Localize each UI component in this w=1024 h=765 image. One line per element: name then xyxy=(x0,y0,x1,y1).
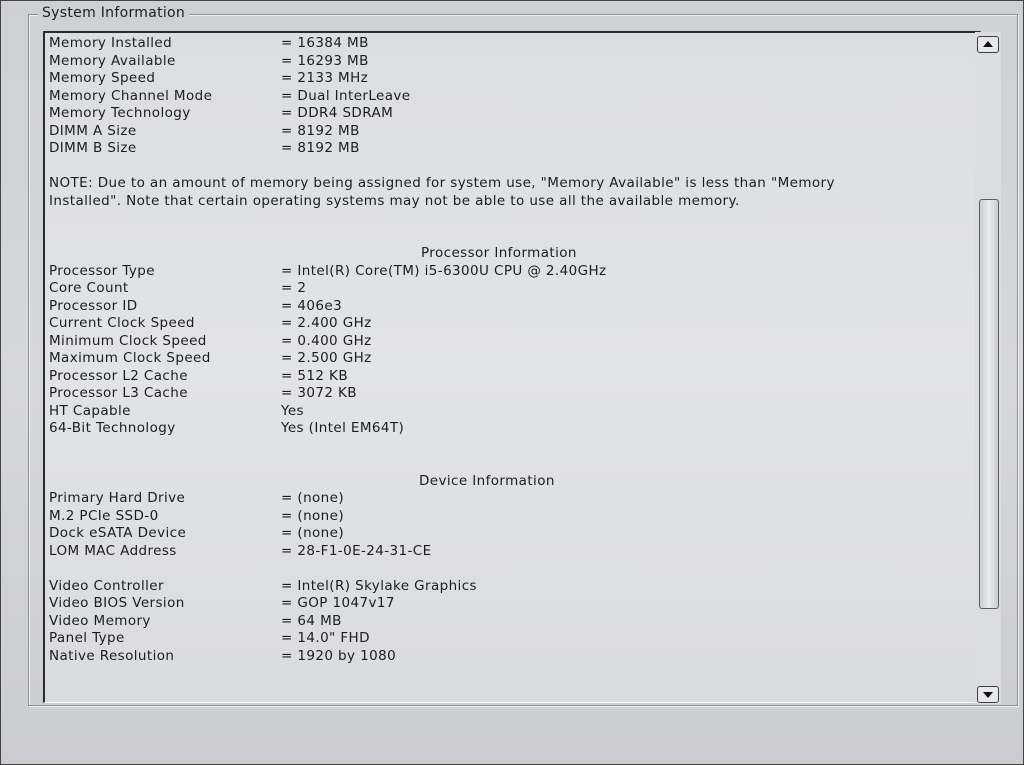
spacer xyxy=(49,438,969,456)
scroll-up-button[interactable] xyxy=(977,36,999,53)
info-row-processor-l2-cache xyxy=(49,368,969,386)
info-row-memory-technology xyxy=(49,105,969,123)
row-label: Processor Type xyxy=(49,262,155,279)
arrow-up-icon xyxy=(983,41,993,47)
system-info-panel[interactable] xyxy=(43,31,981,703)
row-value: Yes xyxy=(281,402,304,419)
processor-information-heading: Processor Information xyxy=(421,245,577,261)
row-value: = 8192 MB xyxy=(281,122,360,139)
row-label: DIMM B Size xyxy=(49,140,137,156)
row-value: = 8192 MB xyxy=(281,140,360,156)
row-label: Minimum Clock Speed xyxy=(49,332,207,349)
row-label: Processor L3 Cache xyxy=(49,385,188,401)
info-row-core-count xyxy=(49,280,969,298)
arrow-down-icon xyxy=(983,692,993,698)
row-label: Processor ID xyxy=(49,297,138,314)
row-label: Native Resolution xyxy=(49,647,175,664)
row-label: Memory Channel Mode xyxy=(49,87,213,104)
spacer xyxy=(49,560,969,578)
info-row-m2-pcie-ssd xyxy=(49,508,969,526)
row-label: HT Capable xyxy=(49,402,131,419)
device-information-heading: Device Information xyxy=(419,472,555,489)
row-label: M.2 PCIe SSD-0 xyxy=(49,507,159,524)
row-label: 64-Bit Technology xyxy=(49,420,176,436)
info-row-video-memory xyxy=(49,613,969,631)
row-value: = 512 KB xyxy=(281,367,348,384)
row-value: = (none) xyxy=(281,490,345,506)
row-value: = 14.0" FHD xyxy=(281,630,370,646)
row-label: Memory Available xyxy=(49,52,176,69)
row-label: Current Clock Speed xyxy=(49,315,195,331)
info-row-dimm-b-size xyxy=(49,140,969,158)
memory-note: NOTE: Due to an amount of memory being assigned for system use, "Memory Available" is less than "Memory Installed". Note that certain operating systems may not be able to use all the available memory. xyxy=(49,175,835,209)
row-label: Memory Technology xyxy=(49,105,191,121)
row-label: Video Controller xyxy=(49,577,164,594)
row-label: DIMM A Size xyxy=(49,122,137,139)
info-lines xyxy=(49,35,969,665)
spacer xyxy=(49,228,969,246)
row-value: = Dual InterLeave xyxy=(281,87,411,104)
row-label: Maximum Clock Speed xyxy=(49,350,211,366)
info-row-panel-type xyxy=(49,630,969,648)
info-row-memory-channel-mode xyxy=(49,88,969,106)
info-row-lom-mac-address xyxy=(49,543,969,561)
info-row-processor-type xyxy=(49,263,969,281)
info-row-memory-available xyxy=(49,53,969,71)
info-row-native-resolution xyxy=(49,648,969,666)
info-row-dock-esata-device xyxy=(49,525,969,543)
row-label: Video BIOS Version xyxy=(49,595,185,611)
row-label: Memory Speed xyxy=(49,70,156,86)
row-value: = 2133 MHz xyxy=(281,70,369,86)
row-value: = GOP 1047v17 xyxy=(281,595,395,611)
groupbox-title: System Information xyxy=(38,5,189,21)
spacer xyxy=(49,210,969,228)
row-value: = 1920 by 1080 xyxy=(281,647,397,664)
row-value: = 3072 KB xyxy=(281,385,357,401)
info-row-processor-id xyxy=(49,298,969,316)
info-row-dimm-a-size xyxy=(49,123,969,141)
row-value: = 16293 MB xyxy=(281,52,369,69)
info-row-memory-installed xyxy=(49,35,969,53)
row-label: Panel Type xyxy=(49,630,125,646)
row-value: = 2.400 GHz xyxy=(281,315,372,331)
row-label: Dock eSATA Device xyxy=(49,525,187,541)
row-value: Yes (Intel EM64T) xyxy=(281,420,405,436)
scrollbar-thumb[interactable] xyxy=(979,199,999,609)
row-value: = DDR4 SDRAM xyxy=(281,105,394,121)
spacer xyxy=(49,455,969,473)
row-label: Memory Installed xyxy=(49,35,173,51)
vertical-scrollbar[interactable] xyxy=(975,32,1001,704)
row-value: = Intel(R) Skylake Graphics xyxy=(281,577,477,594)
info-row-minimum-clock-speed xyxy=(49,333,969,351)
row-value: = (none) xyxy=(281,525,345,541)
info-row-processor-l3-cache xyxy=(49,385,969,403)
info-row-memory-speed xyxy=(49,70,969,88)
info-row-video-controller xyxy=(49,578,969,596)
info-row-video-bios-version xyxy=(49,595,969,613)
scroll-down-button[interactable] xyxy=(977,686,999,703)
info-row-primary-hard-drive xyxy=(49,490,969,508)
info-row-ht-capable xyxy=(49,403,969,421)
info-row-current-clock-speed xyxy=(49,315,969,333)
row-value: = 64 MB xyxy=(281,612,342,629)
row-label: LOM MAC Address xyxy=(49,542,177,559)
info-row-64-bit-technology xyxy=(49,420,969,438)
spacer xyxy=(49,158,969,176)
row-value: = 28-F1-0E-24-31-CE xyxy=(281,542,432,559)
info-row-maximum-clock-speed xyxy=(49,350,969,368)
row-value: = Intel(R) Core(TM) i5-6300U CPU @ 2.40GHz xyxy=(281,262,607,279)
row-value: = (none) xyxy=(281,507,345,524)
row-value: = 406e3 xyxy=(281,297,343,314)
row-label: Primary Hard Drive xyxy=(49,490,186,506)
row-value: = 2.500 GHz xyxy=(281,350,372,366)
row-value: = 0.400 GHz xyxy=(281,332,372,349)
row-value: = 2 xyxy=(281,280,307,296)
row-label: Video Memory xyxy=(49,612,151,629)
row-label: Processor L2 Cache xyxy=(49,367,188,384)
row-value: = 16384 MB xyxy=(281,35,369,51)
row-label: Core Count xyxy=(49,280,129,296)
